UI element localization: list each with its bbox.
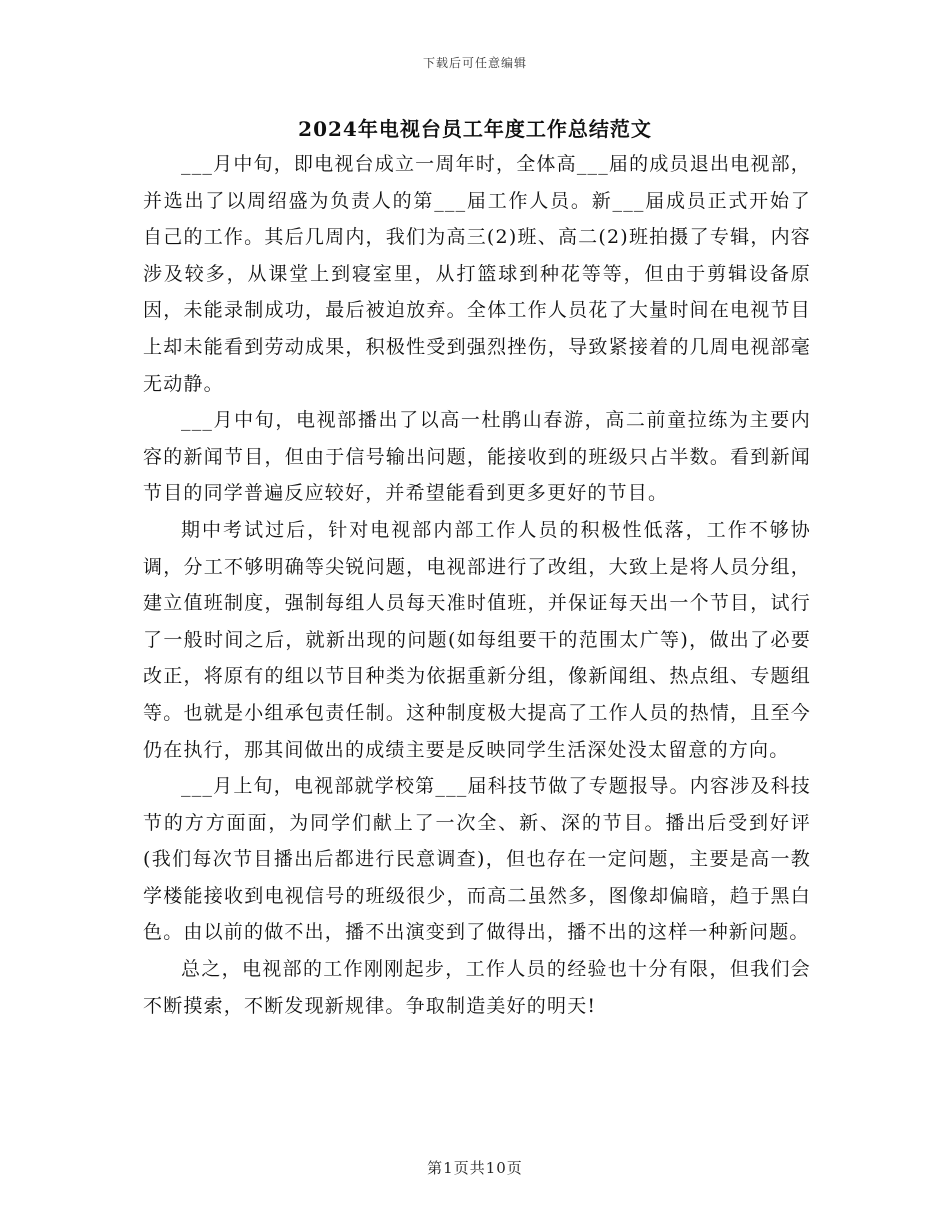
page-number: 第1页共10页 (427, 1159, 523, 1177)
document-body (143, 146, 811, 1024)
paragraph-5: 总之，电视部的工作刚刚起步，工作人员的经验也十分有限，但我们会不断摸索，不断发现新规律。争取制造美好的明天! (143, 958, 811, 1017)
paragraph-1: ___月中旬，即电视台成立一周年时，全体高___届的成员退出电视部，并选出了以周绍盛为负责人的第___届工作人员。新___届成员正式开始了自己的工作。其后几周内，我们为高三(2)班、高二(2)班拍摄了专辑，内容涉及较多，从课堂上到寝室里，从打篮球到种花等等，但由于剪辑设备原因，未能录制成功，最后被迫放弃。全体工作人员花了大量时间在电视节目上却未能看到劳动成果，积极性受到强烈挫伤，导致紧接着的几周电视部毫无动静。 (143, 153, 811, 395)
paragraph-2: ___月中旬，电视部播出了以高一杜鹃山春游，高二前童拉练为主要内容的新闻节目，但由于信号输出问题，能接收到的班级只占半数。看到新闻节目的同学普遍反应较好，并希望能看到更多更好的节目。 (143, 409, 811, 505)
header-note: 下载后可任意编辑 (422, 56, 527, 70)
paragraph-4: ___月上旬，电视部就学校第___届科技节做了专题报导。内容涉及科技节的方方面面，为同学们献上了一次全、新、深的节目。播出后受到好评(我们每次节目播出后都进行民意调查)，但也存在一定问题，主要是高一教学楼能接收到电视信号的班级很少，而高二虽然多，图像却偏暗，趋于黑白色。由以前的做不出，播不出演变到了做得出，播不出的这样一种新问题。 (143, 775, 811, 944)
paragraph-3: 期中考试过后，针对电视部内部工作人员的积极性低落，工作不够协调，分工不够明确等尖锐问题，电视部进行了改组，大致上是将人员分组，建立值班制度，强制每组人员每天准时值班，并保证每天出一个节目，试行了一般时间之后，就新出现的问题(如每组要干的范围太广等)，做出了必要改正，将原有的组以节目种类为依据重新分组，像新闻组、热点组、专题组等。也就是小组承包责任制。这种制度极大提高了工作人员的热情，且至今仍在执行，那其间做出的成绩主要是反映同学生活深处没太留意的方向。 (143, 518, 811, 761)
document-title: 2024年电视台员工年度工作总结范文 (298, 117, 652, 141)
